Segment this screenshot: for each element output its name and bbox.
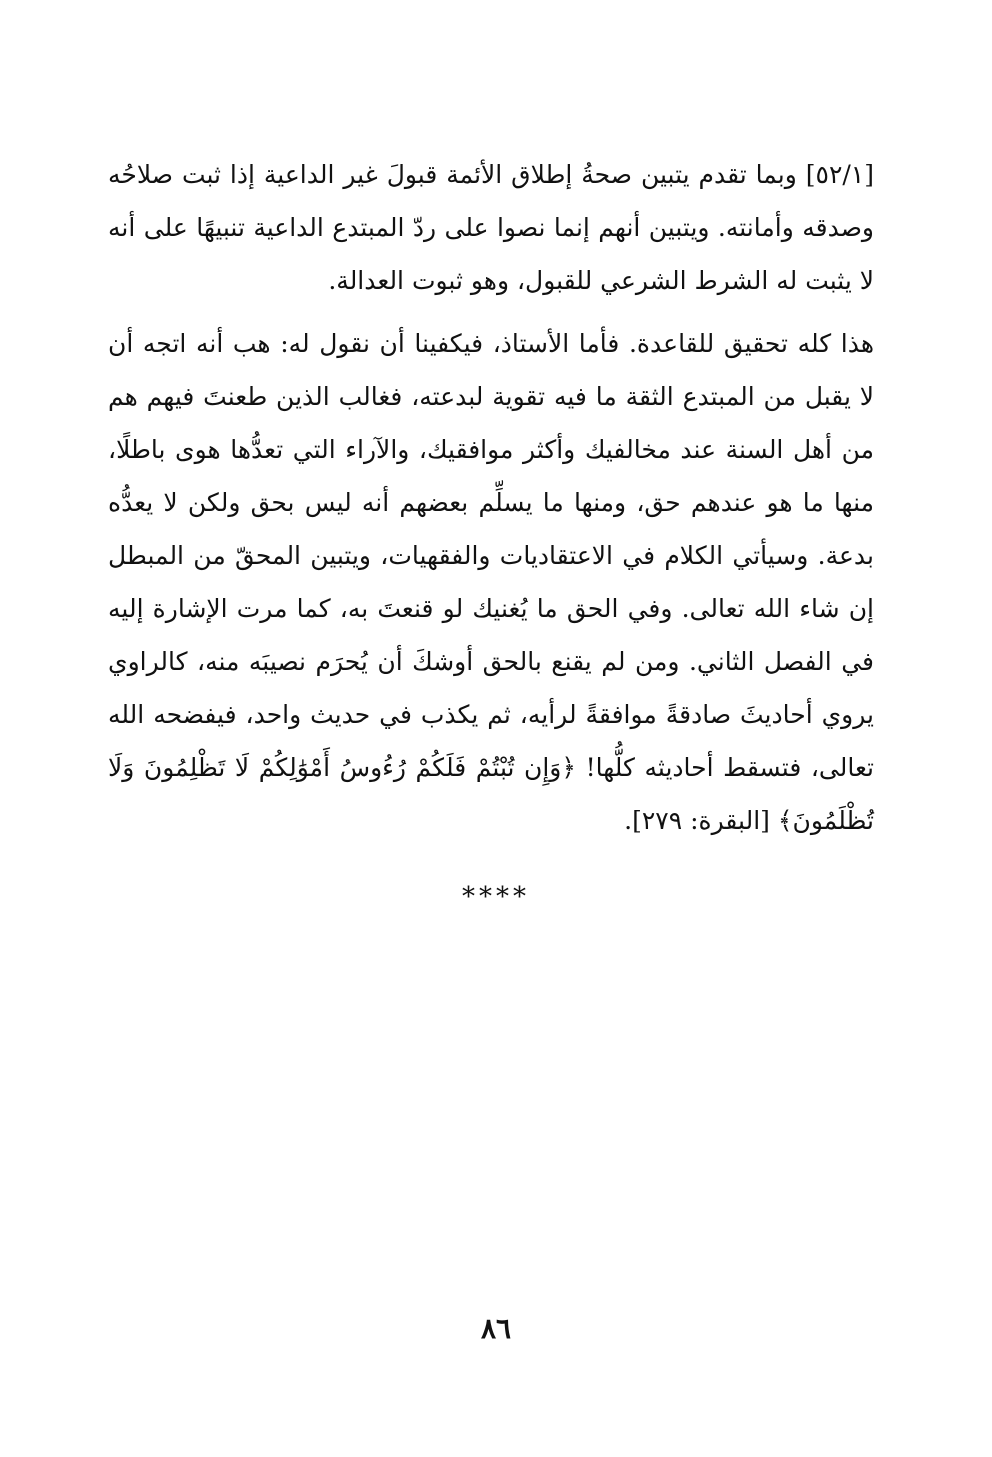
section-separator: **** [462, 882, 530, 912]
quran-verse: ﴿وَإِن تُبْتُمْ فَلَكُمْ رُءُوسُ أَمْوَٰلِكُمْ لَا تَظْلِمُونَ وَلَا تُظْلَمُونَ﴾ [108, 753, 874, 835]
paragraph-1-text: وبما تقدم يتبين صحةُ إطلاق الأئمة قبولَ غير الداعية إذا ثبت صلاحُه وصدقه وأمانته. ويتبين أنهم إنما نصوا على ردّ المبتدع الداعية تنبيهًا على أنه لا يثبت له الشرط الشرعي للقبول، وهو ثبوت العدالة. [108, 160, 874, 295]
section-reference: [٥٢/١] [805, 160, 874, 189]
paragraph-2 [108, 317, 874, 847]
page-number: ٨٦ [480, 1312, 512, 1345]
quran-citation: [البقرة: ٢٧٩]. [624, 806, 770, 835]
paragraph-2-text: هذا كله تحقيق للقاعدة. فأما الأستاذ، فيكفينا أن نقول له: هب أنه اتجه أن لا يقبل من المبتدع الثقة ما فيه تقوية لبدعته، فغالب الذين طعنتَ فيهم هم من أهل السنة عند مخالفيك وأكثر موافقيك، والآراء التي تعدُّها هوى باطلًا، منها ما هو عندهم حق، ومنها ما يسلِّم بعضهم أنه ليس بحق ولكن لا يعدُّه بدعة. وسيأتي الكلام في الاعتقاديات والفقهيات، ويتبين المحقّ من المبطل إن شاء الله تعالى. وفي الحق ما يُغنيك لو قنعتَ به، كما مرت الإشارة إليه في الفصل الثاني. ومن لم يقنع بالحق أوشكَ أن يُحرَم نصيبَه منه، كالراوي يروي أحاديثَ صادقةً موافقةً لرأيه، ثم يكذب في حديث واحد، فيفضحه الله تعالى، فتسقط أحاديثه كلُّها! [108, 329, 874, 782]
paragraph-1 [108, 148, 874, 307]
